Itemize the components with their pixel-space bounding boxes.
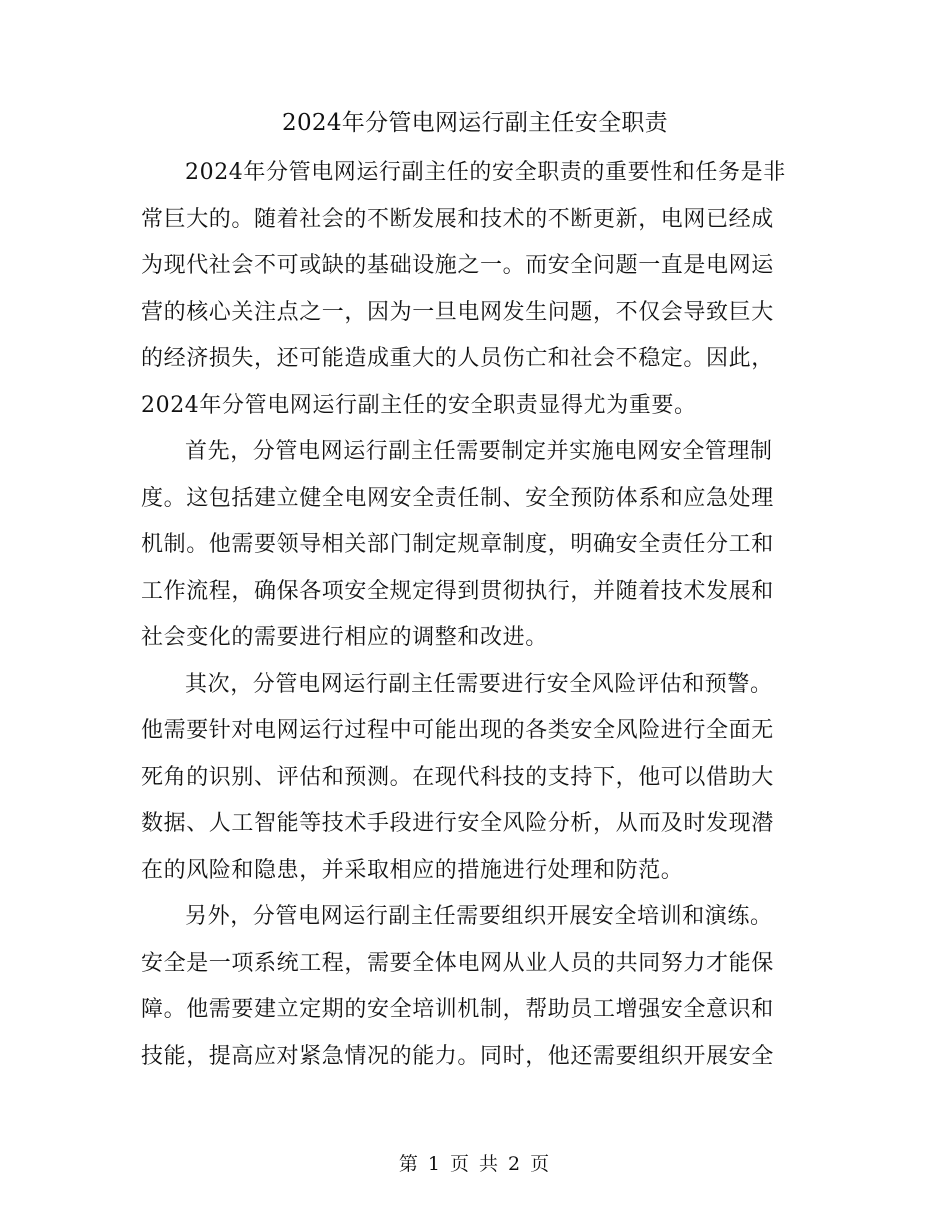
paragraph-line: 常巨大的。随着社会的不断发展和技术的不断更新，电网已经成: [141, 206, 774, 232]
paragraph-line: 障。他需要建立定期的安全培训机制，帮助员工增强安全意识和: [141, 997, 774, 1022]
paragraph-line: 他需要针对电网运行过程中可能出现的各类安全风险进行全面无: [141, 718, 774, 743]
paragraph-line: 工作流程，确保各项安全规定得到贯彻执行，并随着技术发展和: [141, 578, 774, 604]
paragraph-line: 的经济损失，还可能造成重大的人员伤亡和社会不稳定。因此，: [141, 346, 774, 371]
paragraph-1: [141, 150, 811, 429]
document-body: [141, 150, 811, 1080]
paragraph-3: [141, 662, 811, 895]
paragraph-line: 数据、人工智能等技术手段进行安全风险分析，从而及时发现潜: [141, 811, 774, 836]
paragraph-line: 其次，分管电网运行副主任需要进行安全风险评估和预警。: [185, 671, 773, 697]
paragraph-line: 社会变化的需要进行相应的调整和改进。: [141, 625, 548, 650]
paragraph-line: 死角的识别、评估和预测。在现代科技的支持下，他可以借助大: [141, 764, 774, 790]
paragraph-2: [141, 429, 811, 662]
paragraph-line: 在的风险和隐患，并采取相应的措施进行处理和防范。: [141, 857, 684, 883]
paragraph-line: 2024年分管电网运行副主任的安全职责的重要性和任务是非: [185, 160, 786, 185]
paragraph-line: 另外，分管电网运行副主任需要组织开展安全培训和演练。: [185, 904, 773, 929]
paragraph-line: 为现代社会不可或缺的基础设施之一。而安全问题一直是电网运: [141, 253, 774, 278]
paragraph-line: 首先，分管电网运行副主任需要制定并实施电网安全管理制: [185, 439, 773, 464]
document-title: 2024年分管电网运行副主任安全职责: [282, 110, 668, 136]
paragraph-line: 安全是一项系统工程，需要全体电网从业人员的共同努力才能保: [141, 950, 774, 976]
paragraph-line: 机制。他需要领导相关部门制定规章制度，明确安全责任分工和: [141, 532, 774, 557]
paragraph-line: 营的核心关注点之一，因为一旦电网发生问题，不仅会导致巨大: [141, 299, 774, 325]
paragraph-line: 技能，提高应对紧急情况的能力。同时，他还需要组织开展安全: [141, 1043, 774, 1069]
page-number-footer: 第 1 页 共 2 页: [398, 1153, 552, 1175]
paragraph-line: 2024年分管电网运行副主任的安全职责显得尤为重要。: [141, 392, 697, 418]
paragraph-4: [141, 894, 811, 1080]
paragraph-line: 度。这包括建立健全电网安全责任制、安全预防体系和应急处理: [141, 485, 774, 511]
